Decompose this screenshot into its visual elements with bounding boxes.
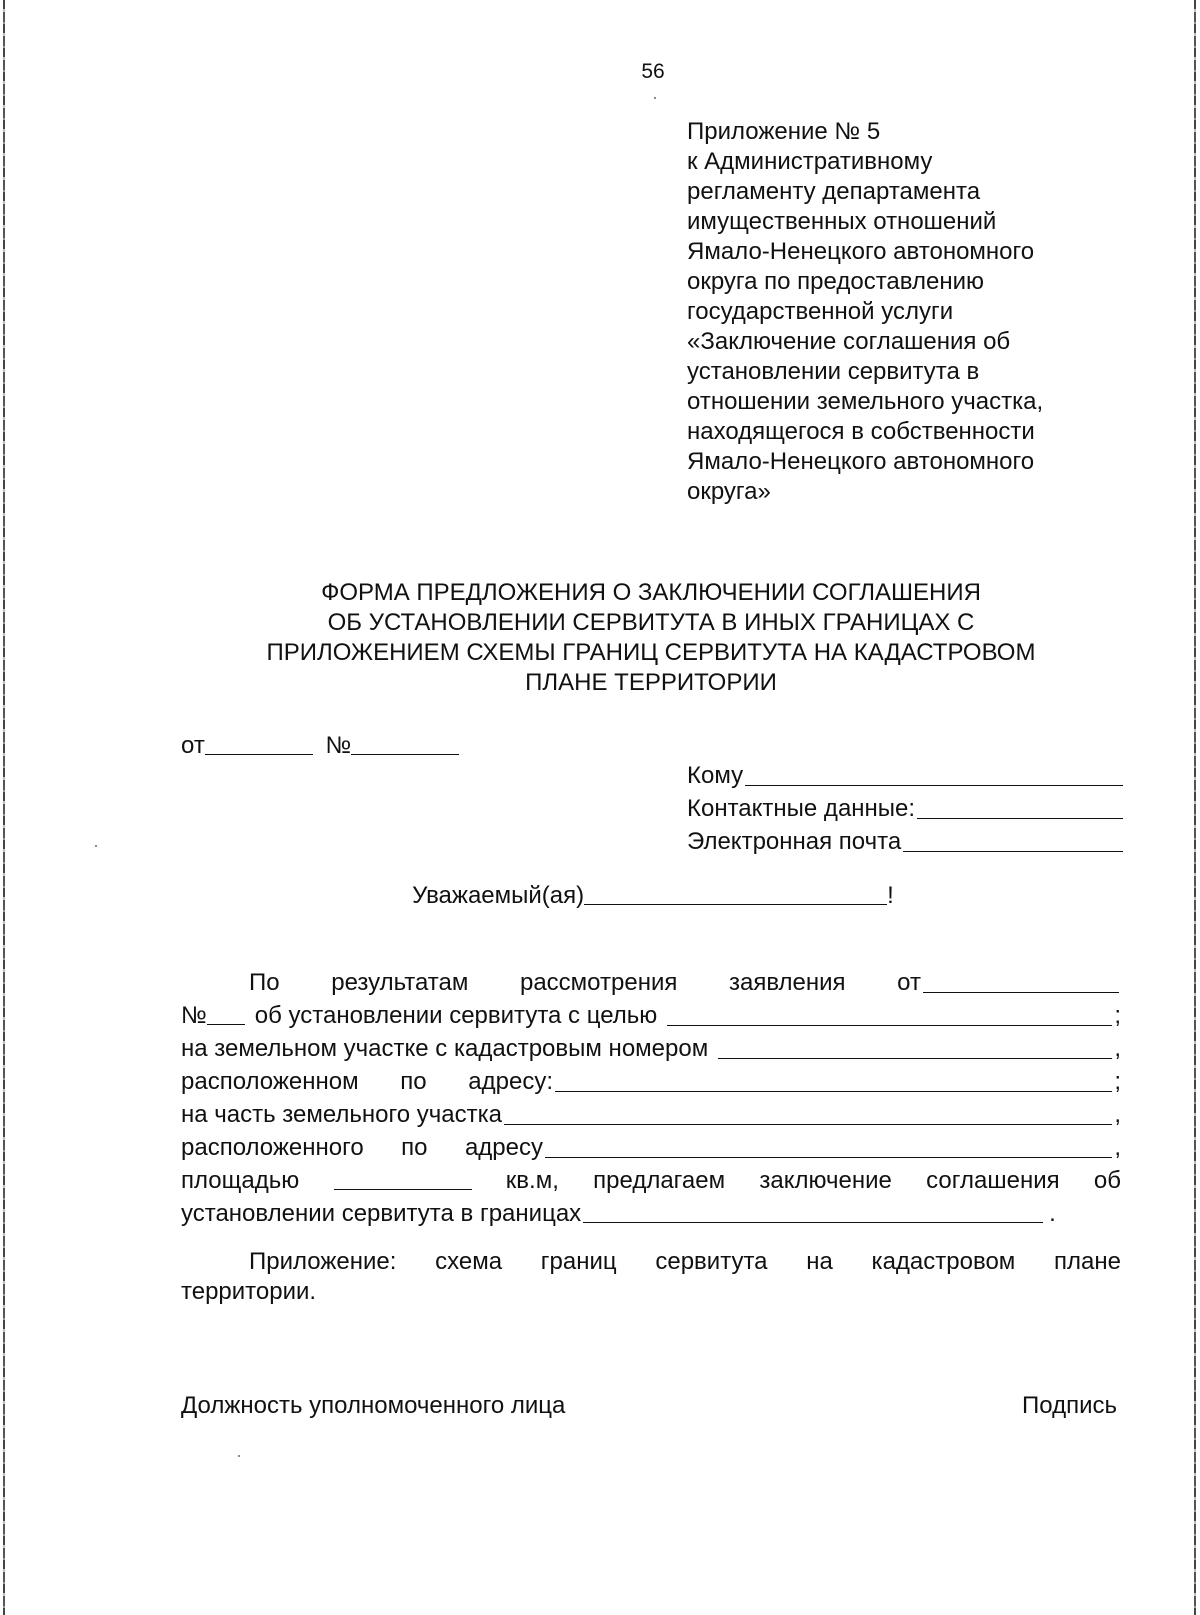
body-word: предлагаем [593,1167,726,1194]
address-blank[interactable] [555,1067,1112,1092]
position-label: Должность уполномоченного лица [181,1392,566,1419]
body-word: заявления [728,969,846,996]
body-word: результатам [331,969,469,996]
salutation [0,878,1200,910]
body-text: на часть земельного участка [181,1101,502,1128]
appendix-line: округа» [687,478,771,505]
body-line-4 [181,1064,1121,1097]
appendix-line: «Заключение соглашения об [687,328,1011,355]
date-blank[interactable] [205,730,313,755]
attachment-word: схема [435,1248,503,1275]
appendix-line: Ямало-Ненецкого автономного [687,448,1035,475]
contacts-blank[interactable] [917,794,1123,819]
body-word: адресу: [468,1068,553,1095]
body-word: по [400,1068,427,1095]
attachment-note [181,1247,1121,1307]
body-word: кв.м, [505,1167,559,1194]
purpose-blank[interactable] [667,1001,1112,1026]
number-sign: № [181,1002,207,1029]
body-word: соглашения [926,1167,1060,1194]
addressee-contacts-row [687,791,1123,824]
attachment-word: на [806,1248,833,1275]
appendix-line: государственной услуги [687,298,954,325]
signature-line [181,1392,1117,1420]
attachment-line-1 [181,1247,1121,1277]
cadastral-number-blank[interactable] [718,1034,1112,1059]
body-punct: ; [1114,1068,1121,1095]
body-word: заключение [759,1167,892,1194]
body-text: об установлении сервитута с целью [254,1002,658,1029]
appendix-line: Приложение № 5 [687,118,881,145]
attachment-word: кадастровом [871,1248,1016,1275]
appendix-line: к Административному [687,148,933,175]
body-text: на земельном участке с кадастровым номером [181,1035,709,1062]
date-number-line [181,728,459,760]
scan-speck [238,1455,240,1457]
land-part-address-blank[interactable] [545,1133,1112,1158]
body-punct: . [1049,1200,1056,1227]
body-text: установлении сервитута в границах [181,1200,582,1227]
land-part-blank[interactable] [504,1100,1112,1125]
email-blank[interactable] [903,827,1123,852]
body-line-2 [181,998,1121,1031]
form-title [181,578,1121,698]
scan-speck [95,845,97,847]
salutation-blank[interactable] [584,880,887,905]
body-paragraph [181,965,1121,1229]
date-from-label: от [181,732,205,759]
boundaries-blank[interactable] [583,1198,1043,1223]
attachment-word: Приложение: [249,1248,397,1275]
body-punct: , [1114,1035,1121,1062]
body-word: по [401,1134,428,1161]
body-line-8 [181,1196,1121,1229]
form-title-line: ПЛАНЕ ТЕРРИТОРИИ [525,669,777,696]
appendix-line: округа по предоставлению [687,268,984,295]
attachment-word: плане [1054,1248,1121,1275]
addressee-to-row [687,758,1123,791]
appendix-line: отношении земельного участка, [687,388,1044,415]
email-label: Электронная почта [687,828,902,855]
appendix-header [687,117,1127,507]
application-number-blank[interactable] [207,1000,245,1025]
to-label: Кому [687,762,744,789]
body-punct: ; [1114,1002,1121,1029]
form-title-line: ОБ УСТАНОВЛЕНИИ СЕРВИТУТА В ИНЫХ ГРАНИЦАХ С [327,609,975,636]
page-number: 56 [641,60,665,83]
body-line-7 [181,1163,1121,1196]
body-line-1 [181,965,1121,998]
left-page-edge [3,0,5,1615]
body-word: По [249,969,280,996]
body-line-5 [181,1097,1121,1130]
right-page-edge [1194,0,1196,1615]
body-line-6 [181,1130,1121,1163]
attachment-line-2: территории. [181,1278,317,1305]
appendix-line: Ямало-Ненецкого автономного [687,238,1035,265]
application-date-blank[interactable] [923,968,1119,993]
attachment-word: сервитута [655,1248,768,1275]
body-punct: , [1114,1134,1121,1161]
area-blank[interactable] [334,1165,472,1190]
body-punct: , [1114,1101,1121,1128]
number-blank[interactable] [351,730,459,755]
appendix-line: имущественных отношений [687,208,997,235]
salutation-end: ! [887,882,894,909]
body-line-3 [181,1031,1121,1064]
body-word: расположенном [181,1068,359,1095]
form-title-line: ПРИЛОЖЕНИЕМ СХЕМЫ ГРАНИЦ СЕРВИТУТА НА КАДАСТРОВОМ [266,639,1036,666]
body-word: адресу [464,1134,543,1161]
salutation-label: Уважаемый(ая) [412,882,585,909]
addressee-email-row [687,824,1123,857]
addressee-block [687,758,1123,857]
number-label: № [325,732,352,759]
to-blank[interactable] [745,761,1123,786]
appendix-line: находящегося в собственности [687,418,1035,445]
body-word: от [897,969,921,996]
appendix-line: регламенту департамента [687,178,981,205]
body-word: об [1093,1167,1121,1194]
attachment-word: границ [540,1248,617,1275]
scan-speck [654,97,656,99]
body-word: рассмотрения [519,969,678,996]
form-title-line: ФОРМА ПРЕДЛОЖЕНИЯ О ЗАКЛЮЧЕНИИ СОГЛАШЕНИЯ [321,579,981,606]
contacts-label: Контактные данные: [687,795,916,822]
body-word: расположенного [181,1134,364,1161]
appendix-line: установлении сервитута в [687,358,980,385]
body-word: площадью [181,1167,300,1194]
signature-label: Подпись [1022,1392,1117,1419]
